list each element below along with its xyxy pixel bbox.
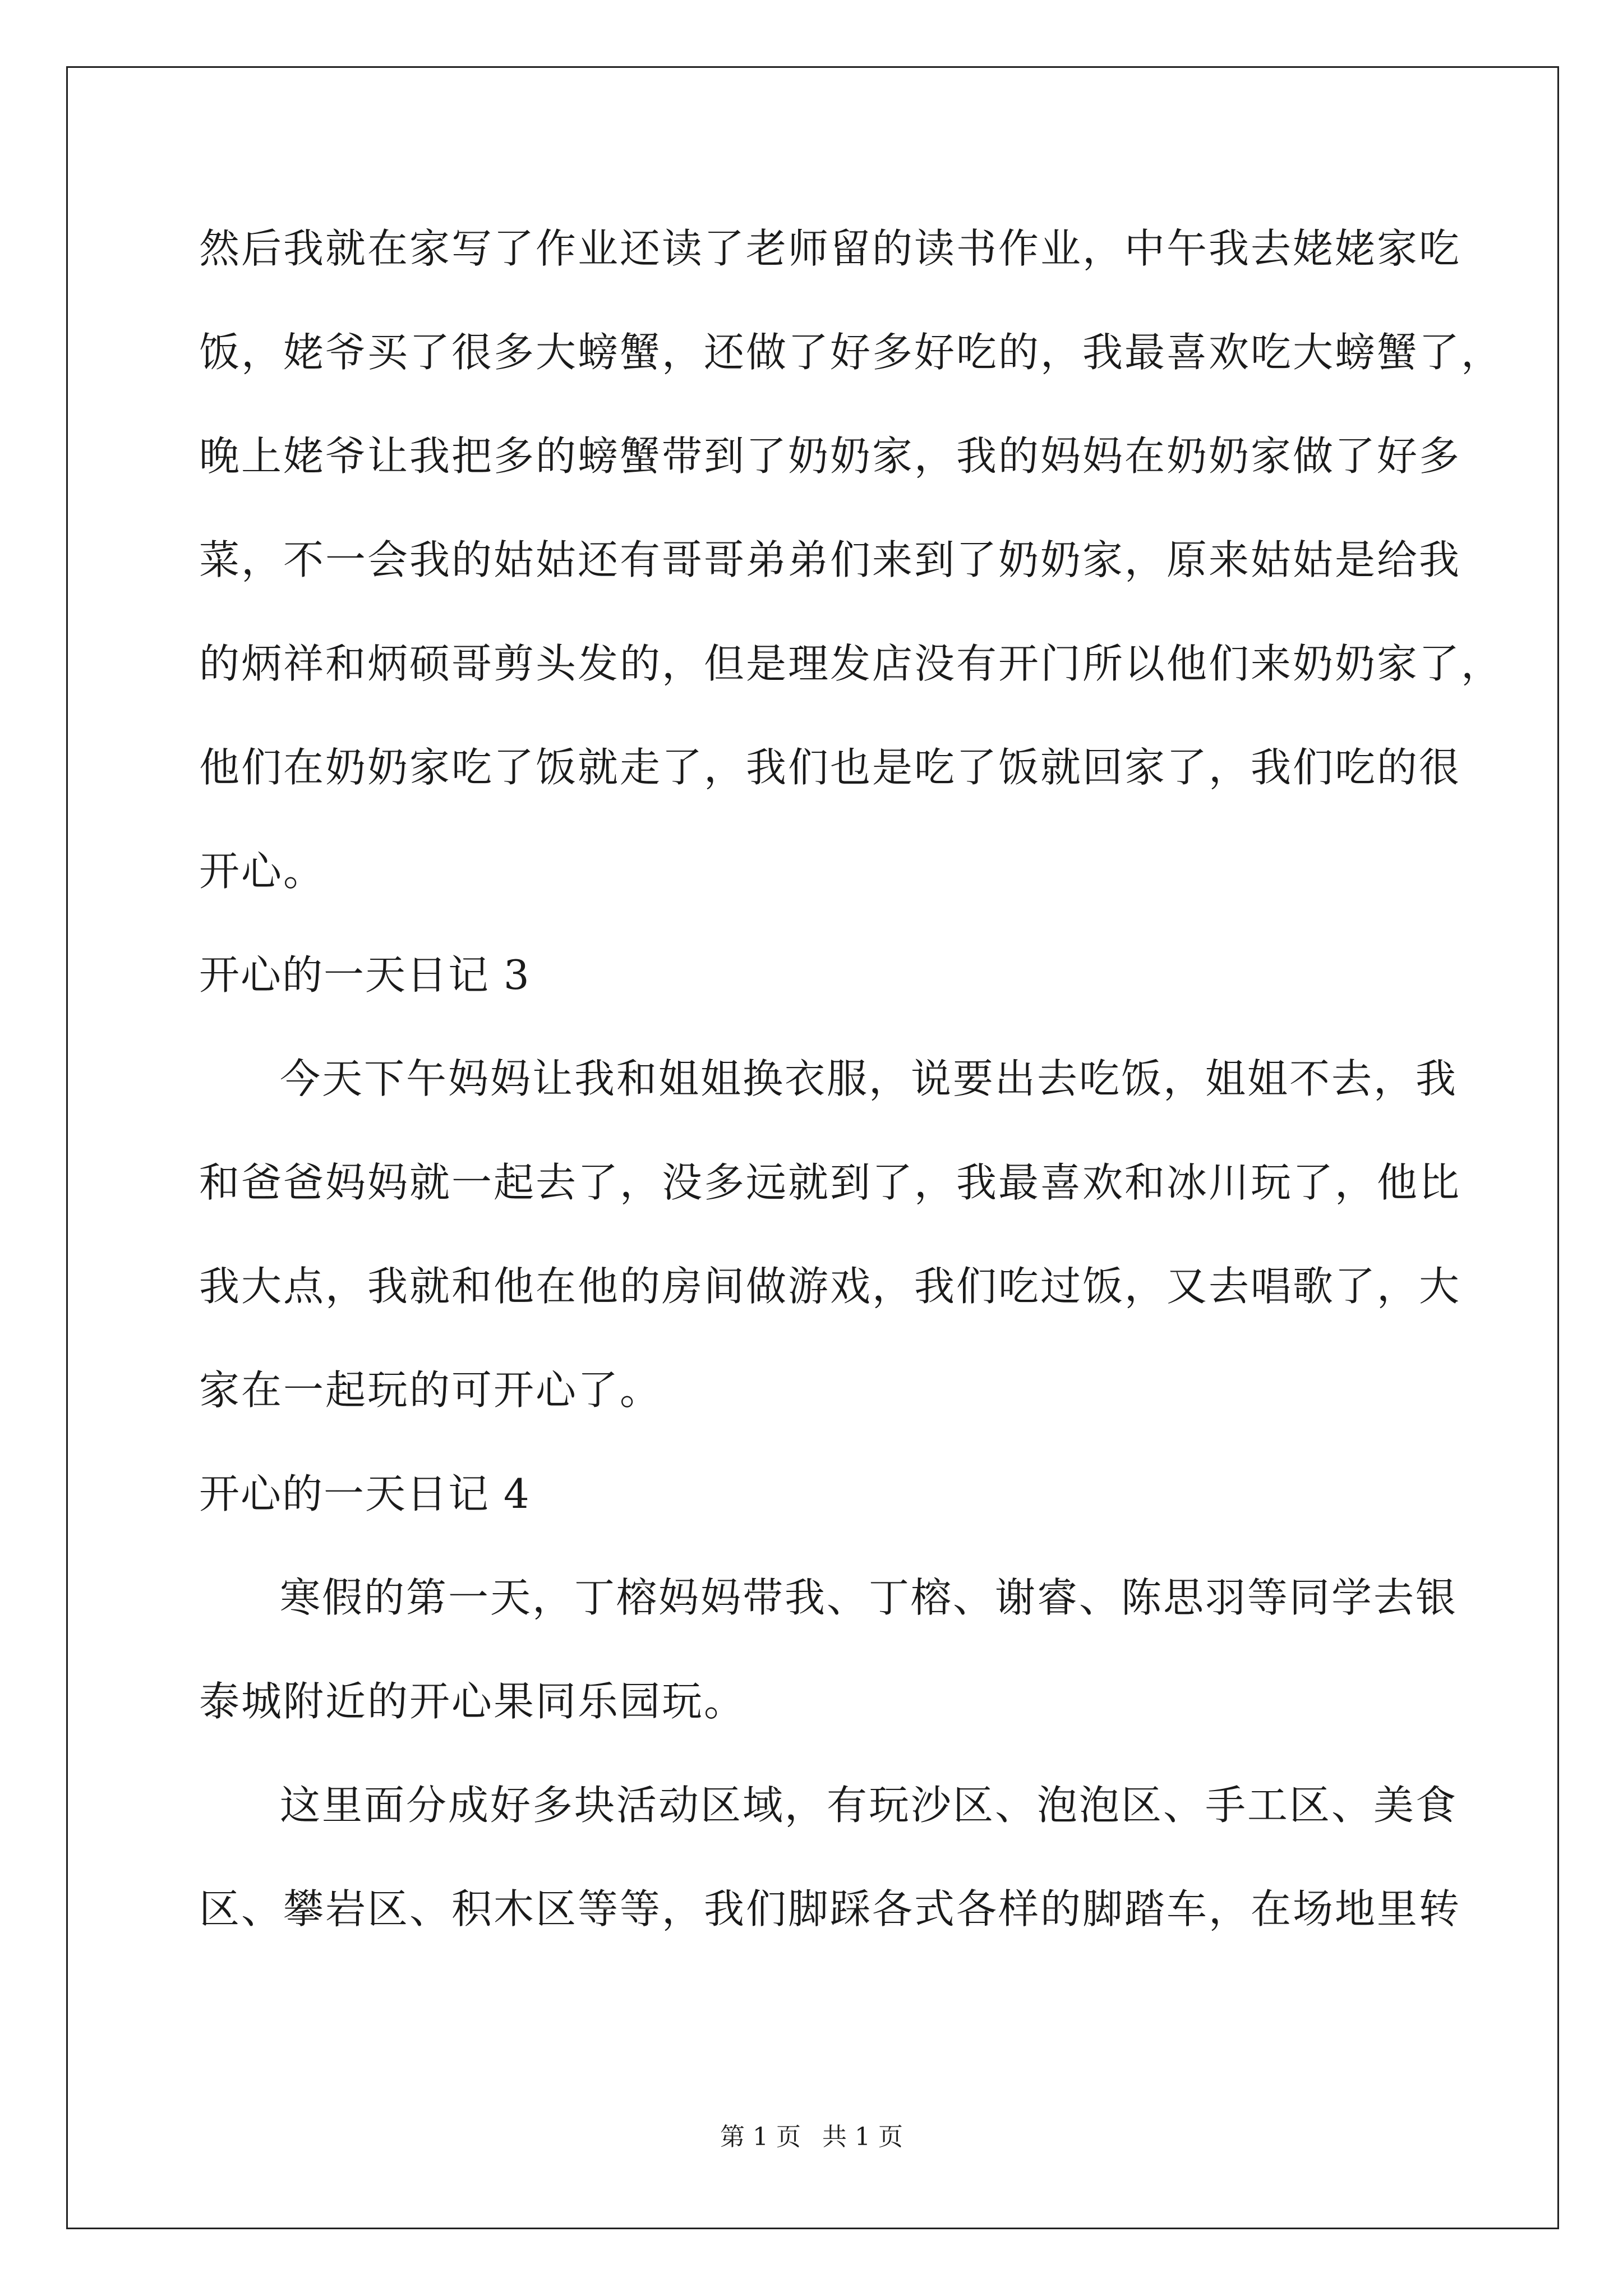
body-line: 家在一起玩的可开心了。 (199, 1366, 662, 1414)
body-line: 和爸爸妈妈就一起去了，没多远就到了，我最喜欢和冰川玩了，他比 (199, 1159, 1461, 1206)
page-footer (0, 2120, 1623, 2154)
section-heading: 开心的一天日记 4 (199, 1470, 531, 1517)
paragraph-first-line: 这里面分成好多块活动区域，有玩沙区、泡泡区、手工区、美食 (280, 1782, 1458, 1829)
body-line: 开心。 (199, 848, 326, 895)
body-line: 泰城附近的开心果同乐园玩。 (199, 1678, 746, 1725)
page-number: 第 1 页 (720, 2123, 801, 2151)
body-line: 的炳祥和炳硕哥剪头发的，但是理发店没有开门所以他们来奶奶家了， (199, 640, 1504, 687)
body-line: 我大点，我就和他在他的房间做游戏，我们吃过饭，又去唱歌了，大 (199, 1263, 1461, 1310)
body-line: 他们在奶奶家吃了饭就走了，我们也是吃了饭就回家了，我们吃的很 (199, 744, 1461, 791)
body-line: 区、攀岩区、积木区等等，我们脚踩各式各样的脚踏车，在场地里转 (199, 1885, 1461, 1932)
paragraph-first-line: 今天下午妈妈让我和姐姐换衣服，说要出去吃饭，姐姐不去，我 (280, 1055, 1458, 1102)
paragraph-first-line: 寒假的第一天，丁榕妈妈带我、丁榕、谢睿、陈思羽等同学去银 (280, 1574, 1458, 1621)
body-line: 饭，姥爷买了很多大螃蟹，还做了好多好吃的，我最喜欢吃大螃蟹了， (199, 329, 1504, 376)
section-heading: 开心的一天日记 3 (199, 951, 531, 999)
body-line: 晚上姥爷让我把多的螃蟹带到了奶奶家，我的妈妈在奶奶家做了好多 (199, 432, 1461, 480)
page-total: 共 1 页 (822, 2123, 903, 2151)
body-line: 然后我就在家写了作业还读了老师留的读书作业，中午我去姥姥家吃 (199, 225, 1461, 272)
body-line: 菜，不一会我的姑姑还有哥哥弟弟们来到了奶奶家，原来姑姑是给我 (199, 536, 1461, 583)
